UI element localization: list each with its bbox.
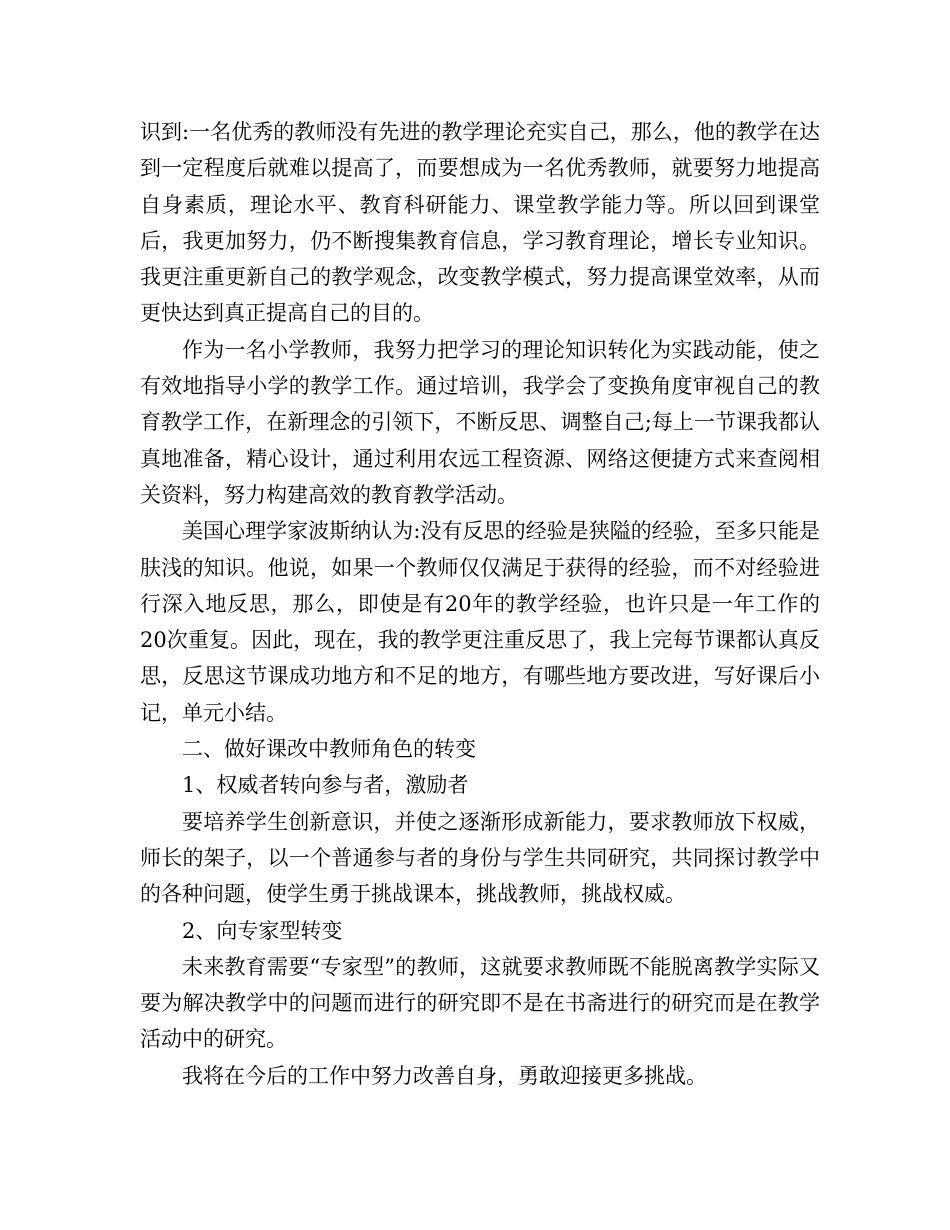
paragraph-reflection: 美国心理学家波斯纳认为:没有反思的经验是狭隘的经验，至多只能是肤浅的知识。他说，如果一个教师仅仅满足于获得的经验，而不对经验进行深入地反思，那么，即使是有20年的教学经验，也许只是一年工作的20次重复。因此，现在，我的教学更注重反思了，我上完每节课都认真反思，反思这节课成功地方和不足的地方，有哪些地方要改进，写好课后小记，单元小结。 — [140, 519, 820, 725]
paragraph-practice: 作为一名小学教师，我努力把学习的理论知识转化为实践动能，使之有效地指导小学的教学工作。通过培训，我学会了变换角度审视自己的教育教学工作，在新理念的引领下，不断反思、调整自己;每上一节课我都认真地准备，精心设计，通过利用农远工程资源、网络这便捷方式来查阅相关资料，努力构建高效的教育教学活动。 — [140, 337, 820, 507]
paragraph-participant: 要培养学生创新意识，并使之逐渐形成新能力，要求教师放下权威，师长的架子，以一个普通参与者的身份与学生共同研究，共同探讨教学中的各种问题，使学生勇于挑战课本，挑战教师，挑战权威。 — [140, 809, 820, 907]
section-heading-role-change: 二、做好课改中教师角色的转变 — [182, 737, 476, 762]
subheading-participant: 1、权威者转向参与者，激励者 — [182, 773, 469, 798]
document-body — [140, 114, 820, 1094]
paragraph-expert: 未来教育需要“专家型”的教师，这就要求教师既不能脱离教学实际又要为解决教学中的问题而进行的研究即不是在书斋进行的研究而是在教学活动中的研究。 — [140, 954, 820, 1052]
paragraph-continued: 识到:一名优秀的教师没有先进的教学理论充实自己，那么，他的教学在达到一定程度后就难以提高了，而要想成为一名优秀教师，就要努力地提高自身素质，理论水平、教育科研能力、课堂教学能力等。所以回到课堂后，我更加努力，仍不断搜集教育信息，学习教育理论，增长专业知识。我更注重更新自己的教学观念，改变教学模式，努力提高课堂效率，从而更快达到真正提高自己的目的。 — [140, 120, 820, 326]
subheading-expert: 2、向专家型转变 — [182, 918, 343, 943]
paragraph-closing: 我将在今后的工作中努力改善自身，勇敢迎接更多挑战。 — [182, 1063, 707, 1088]
